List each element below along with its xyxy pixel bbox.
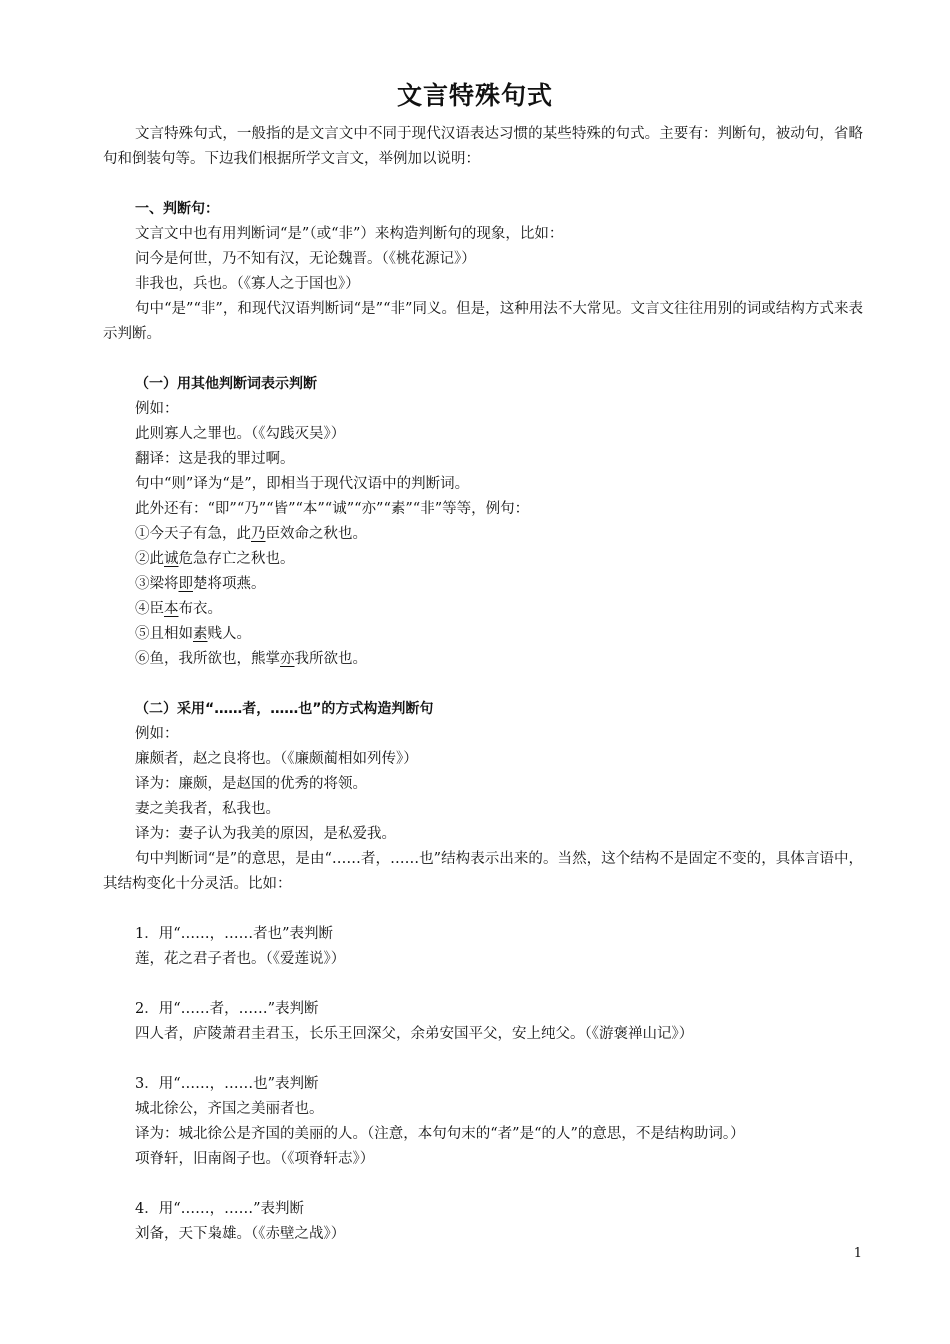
section1-note: 句中“是”“非”，和现代汉语判断词“是”“非”同义。但是，这种用法不大常见。文言文往往用别的词或结构方式来表示判断。 xyxy=(103,301,863,342)
point-heading: 2．用“……者，……”表判断 xyxy=(135,1001,319,1017)
list-item: ④臣本布衣。 xyxy=(135,601,222,617)
underlined-word: 素 xyxy=(193,626,208,642)
translation-line: 译为：廉颇，是赵国的优秀的将领。 xyxy=(135,776,367,792)
example-sentence: 项脊轩，旧南阁子也。（《项脊轩志》） xyxy=(135,1151,375,1167)
explanation-line: 句中“则”译为“是”，即相当于现代汉语中的判断词。 xyxy=(135,476,470,492)
list-item: ⑤且相如素贱人。 xyxy=(135,626,251,642)
page-number: 1 xyxy=(853,1246,862,1261)
translation-line: 译为：城北徐公是齐国的美丽的人。（注意，本句句末的“者”是“的人”的意思，不是结构助词。） xyxy=(135,1126,745,1142)
underlined-word: 乃 xyxy=(251,526,266,542)
example-sentence: 城北徐公，齐国之美丽者也。 xyxy=(135,1101,324,1117)
underlined-word: 即 xyxy=(178,576,193,592)
subsection-heading-1: （一）用其他判断词表示判断 xyxy=(135,376,317,392)
example-sentence: 廉颇者，赵之良将也。（《廉颇蔺相如列传》） xyxy=(135,751,418,767)
example-sentence: 问今是何世，乃不知有汉，无论魏晋。（《桃花源记》） xyxy=(135,251,476,267)
subsection-heading-2: （二）采用“……者，……也”的方式构造判断句 xyxy=(135,701,434,717)
point-heading: 3．用“……，……也”表判断 xyxy=(135,1076,319,1092)
page-title: 文言特殊句式 xyxy=(396,81,553,110)
section-heading-judgment: 一、判断句： xyxy=(135,201,219,217)
list-item: ③梁将即楚将项燕。 xyxy=(135,576,266,592)
example-sentence: 刘备，天下枭雄。（《赤壁之战》） xyxy=(135,1226,346,1242)
translation-line: 译为：妻子认为我美的原因，是私爱我。 xyxy=(135,826,396,842)
example-label: 例如： xyxy=(135,726,179,742)
underlined-word: 本 xyxy=(164,601,179,617)
list-item: ⑥鱼，我所欲也，熊掌亦我所欲也。 xyxy=(135,651,367,667)
point-heading: 1．用“……，……者也”表判断 xyxy=(135,926,334,942)
example-sentence: 妻之美我者，私我也。 xyxy=(135,801,280,817)
translation-line: 翻译：这是我的罪过啊。 xyxy=(135,451,295,467)
list-item: ①今天子有急，此乃臣效命之秋也。 xyxy=(135,526,367,542)
intro-paragraph: 文言特殊句式，一般指的是文言文中不同于现代汉语表达习惯的某些特殊的句式。主要有：判断句，被动句，省略句和倒装句等。下边我们根据所学文言文，举例加以说明： xyxy=(103,126,863,167)
example-sentence: 此则寡人之罪也。（《勾践灭吴》） xyxy=(135,426,346,442)
sub2-note: 句中判断词“是”的意思，是由“……者，……也”结构表示出来的。当然，这个结构不是固定不变的，具体言语中，其结构变化十分灵活。比如： xyxy=(103,851,863,892)
example-sentence: 四人者，庐陵萧君圭君玉，长乐王回深父，余弟安国平父，安上纯父。（《游褒禅山记》） xyxy=(135,1026,694,1042)
numbered-examples xyxy=(103,522,863,672)
more-words-line: 此外还有：“即”“乃”“皆”“本”“诚”“亦”“素”“非”等等，例句： xyxy=(135,501,530,517)
underlined-word: 亦 xyxy=(280,651,295,667)
document-body xyxy=(103,122,863,1247)
underlined-word: 诚 xyxy=(164,551,179,567)
section1-line: 文言文中也有用判断词“是”（或“非”）来构造判断句的现象，比如： xyxy=(135,226,564,242)
point-heading: 4．用“……，……”表判断 xyxy=(135,1201,305,1217)
example-sentence: 非我也，兵也。（《寡人之于国也》） xyxy=(135,276,360,292)
example-sentence: 莲，花之君子者也。（《爱莲说》） xyxy=(135,951,346,967)
example-label: 例如： xyxy=(135,401,179,417)
list-item: ②此诚危急存亡之秋也。 xyxy=(135,551,295,567)
